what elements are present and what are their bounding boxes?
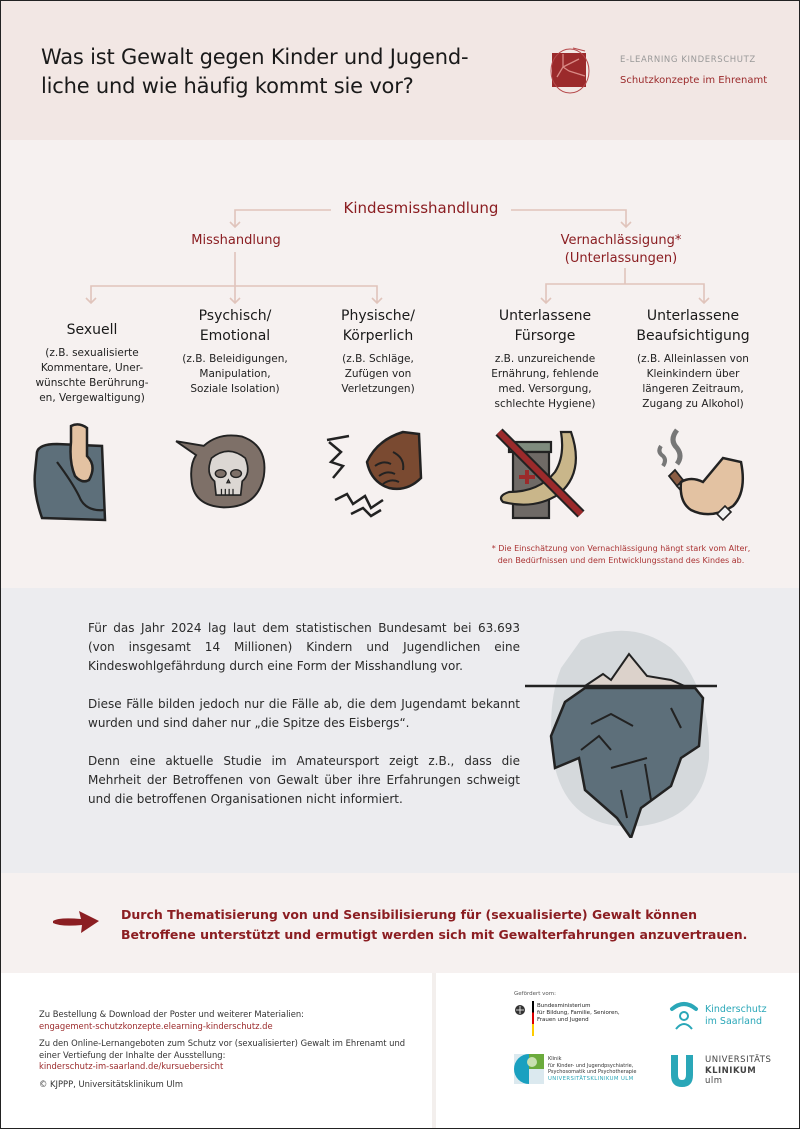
universitaetsklinikum-ulm-logo [669,1053,789,1093]
node-title [165,306,305,346]
order-link[interactable]: engagement-schutzkonzepte.elearning-kinderschutz.de [39,1020,273,1031]
ukulm-line: UNIVERSITÄTS [705,1055,772,1065]
klinik-uni-line: UNIVERSITÄTSKLINIKUM ULM [548,1075,634,1082]
node-title [475,306,615,346]
logo-top-text: E-LEARNING KINDERSCHUTZ [620,55,756,65]
klinik-line: Klinik [548,1056,562,1062]
node-sexuell [22,320,162,406]
footer [1,973,799,1128]
node-title [308,306,448,346]
bmfsfj-line: Frauen und Jugend [537,1017,589,1023]
node-description [308,352,448,397]
node-title: Sexuell [66,322,118,338]
uk-ulm-text [705,1055,771,1087]
ukulm-line: ulm [705,1076,723,1086]
groping-hand-icon [27,422,127,522]
desc-line: Zufügen von [344,368,412,380]
title-line: Psychisch/ [198,308,272,324]
facts-paragraph-tip-of-iceberg: Diese Fälle bilden jedoch nur die Fälle ab, die dem Jugendamt bekannt wurden und sind daher nur „die Spitze des Eisbergs“. [88,697,520,730]
desc-line: (z.B. Alleinlassen von [637,353,749,365]
desc-line: Kommentare, Uner- [40,362,144,374]
kjppp-klinik-logo [514,1054,664,1090]
iceberg-icon [521,618,721,838]
title-line: Fürsorge [514,328,576,344]
desc-line: schlechte Hygiene) [494,398,596,410]
header [1,1,799,140]
order-text: Zu Bestellung & Download der Poster und weiterer Materialien: [39,1009,305,1019]
hand-cigarette-icon [651,422,751,522]
copyright: © KJPPP, Universitätsklinikum Ulm [39,1078,184,1089]
funded-by-label: Gefördert vom: [514,991,556,997]
desc-line: längeren Zeitraum, [642,383,744,395]
klinik-line: für Kinder- und Jugendpsychiatrie, [548,1062,634,1069]
node-description [165,352,305,397]
title-line: Körperlich [342,328,414,344]
footer-divider [432,973,436,1128]
kinderschutz-saarland-text [705,1004,767,1028]
node-psychisch [165,306,305,397]
node-title [623,306,763,346]
bmfsfj-text [537,1003,620,1024]
title-line: Unterlassene [498,308,592,324]
node-unterlassene-fuersorge [475,306,615,412]
facts-paragraph-statistics: Für das Jahr 2024 lag laut dem statistischen Bundesamt bei 63.693 (von insgesamt 14 Millionen) Kindern und Jugendlichen eine Kindeswohlgefährdung durch eine Form der Misshandlung vor. [88,621,520,673]
callout-text: Durch Thematisierung von und Sensibilisierung für (sexualisierte) Gewalt können Betroffene unterstützt und ermutigt werden sich mit Gewalterfahrungen anzuvertrauen. [121,907,748,942]
skull-speech-bubble-icon [173,422,273,522]
desc-line: Verletzungen) [341,383,415,395]
kjppp-klinik-icon [514,1054,544,1084]
bmfsfj-line: Bundesministerium [537,1003,591,1009]
vernachlaessigung-line-1: Vernachlässigung* [560,233,682,248]
node-vernachlaessigung [541,232,701,268]
kinderschutz-saarland-icon [669,999,699,1031]
federal-eagle-icon [514,1004,526,1016]
callout-section [1,873,799,973]
title-line-1: Was ist Gewalt gegen Kinder und Jugend- [41,45,469,69]
desc-line: (z.B. Schläge, [342,353,414,365]
title-line-2: liche und wie häufig kommt sie vor? [41,74,414,98]
footer-info [39,1009,419,1090]
node-misshandlung: Misshandlung [191,233,281,248]
bmfsfj-logo [514,1001,644,1037]
desc-line: z.B. unzureichende [494,353,596,365]
german-flag-bar [532,1001,534,1036]
desc-line: Kleinkindern über [646,368,740,380]
desc-line: Soziale Isolation) [190,383,280,395]
facts-paragraph-study: Denn eine aktuelle Studie im Amateursport zeigt z.B., dass die Mehrheit der Betroffenen von Gewalt über ihre Erfahrungen schweigt und die betroffenen Organisationen nicht informiert. [88,754,520,806]
violence-types-tree [1,140,799,588]
desc-line: Manipulation, [199,368,271,380]
kjppp-klinik-text [548,1056,636,1082]
node-kindesmisshandlung: Kindesmisshandlung [331,199,511,217]
desc-line: med. Versorgung, [498,383,592,395]
desc-line: en, Vergewaltigung) [39,392,145,404]
node-description [22,346,162,406]
title-line: Emotional [199,328,271,344]
facts-section [1,588,799,873]
title-line: Unterlassene [646,308,740,324]
desc-line: Ernährung, fehlende [491,368,599,380]
page-title [41,43,521,101]
desc-line: (z.B. Beleidigungen, [182,353,288,365]
desc-line: wünschte Berührung- [35,377,149,389]
courses-link[interactable]: kinderschutz-im-saarland.de/kursuebersicht [39,1061,224,1071]
facts-text [88,619,520,828]
footnote-line: * Die Einschätzung von Vernachlässigung hängt stark vom Alter, [491,544,751,553]
kinderschutz-saarland-logo [669,999,789,1033]
courses-text: Zu den Online-Lernangeboten zum Schutz vor (sexualisierter) Gewalt im Ehrenamt und einer Vertiefung der Inhalte der Ausstellung: [39,1038,406,1060]
uk-ulm-icon [669,1055,695,1087]
arrow-right-icon [51,909,101,935]
desc-line: Zugang zu Alkohol) [642,398,744,410]
node-description [623,352,763,412]
elearning-logo-icon [549,45,595,95]
ksaar-line: Kinderschutz [705,1004,767,1015]
punching-fist-icon [323,422,423,522]
crossed-food-medicine-icon [489,422,589,522]
node-unterlassene-beaufsichtigung [623,306,763,412]
footnote [471,543,771,566]
node-description [475,352,615,412]
klinik-line: Psychosomatik und Psychotherapie [548,1069,637,1075]
vernachlaessigung-line-2: (Unterlassungen) [564,251,678,266]
node-physisch [308,306,448,397]
title-line: Physische/ [341,308,415,324]
bmfsfj-line: für Bildung, Familie, Senioren, [537,1010,620,1016]
ukulm-line: KLINIKUM [705,1065,757,1076]
footnote-line: den Bedürfnissen und dem Entwicklungsstand des Kindes ab. [497,555,745,565]
title-line: Beaufsichtigung [636,328,750,344]
logo-bottom-text: Schutzkonzepte im Ehrenamt [620,75,768,86]
ksaar-line: im Saarland [705,1016,763,1027]
desc-line: (z.B. sexualisierte [45,347,139,359]
